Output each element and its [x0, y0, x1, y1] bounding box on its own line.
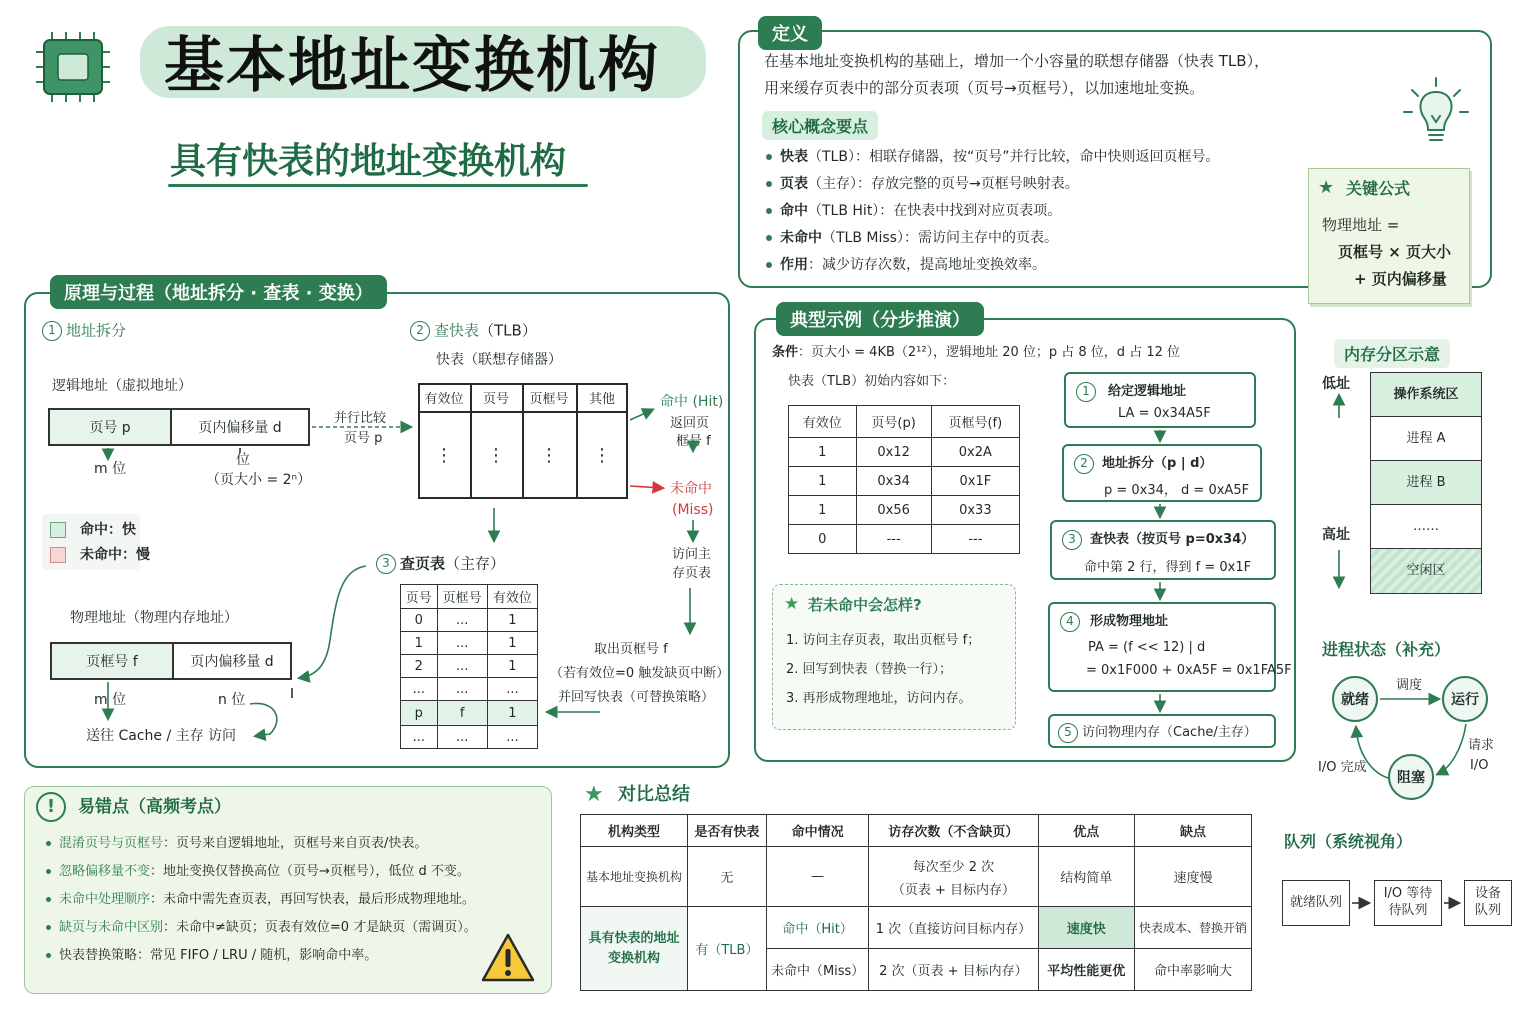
page-size-label: （页大小 = 2ⁿ）: [206, 472, 312, 488]
hit-return-label-2: 框号 f: [676, 434, 711, 449]
compare-cell: 未命中（Miss）: [766, 949, 868, 991]
state-running: 运行: [1442, 676, 1488, 722]
tlb-header-cell: 页号: [482, 392, 509, 407]
tlb-cell: 0x34: [856, 467, 931, 496]
visit-page-table-label-2: 存页表: [672, 566, 712, 581]
tlb-cell: 1: [789, 438, 857, 467]
tlb-header-cell: 页框号(f): [931, 406, 1019, 438]
compare-cell: 命中率影响大: [1134, 949, 1251, 991]
compare-cell: 无: [687, 847, 766, 907]
fetch-frame-writeback: 并回写快表（可替换策略）: [558, 690, 715, 705]
subtitle-underline: [168, 184, 588, 187]
concept-item: 命中（TLB Hit）：在快表中找到对应页表项。: [766, 203, 1061, 220]
concept-item: 作用：减少访存次数，提高地址变换效率。: [766, 257, 1046, 274]
visit-page-table-label: 访问主: [672, 547, 712, 562]
memory-high-label: 高址: [1322, 527, 1350, 543]
page-table-cell: p: [401, 701, 438, 726]
miss-step: 3. 再形成物理地址，访问内存。: [786, 691, 972, 706]
offset-label-2: 页内偏移量 d: [190, 654, 274, 670]
offset-label: 页内偏移量 d: [198, 420, 282, 436]
page-table-cell: 1: [487, 655, 537, 678]
tlb-cell: 1: [789, 496, 857, 525]
m-bits-label: m 位: [94, 461, 127, 477]
definition-header: 定义: [758, 16, 822, 50]
page-table-cell: 1: [401, 632, 438, 655]
page-table-cell: ...: [437, 726, 487, 749]
tlb-ellipsis: ⋮: [487, 444, 505, 466]
memory-block-process-b: 进程 B: [1370, 460, 1482, 506]
compare-cell: 2 次（页表 + 目标内存）: [869, 949, 1038, 991]
memory-block-more: ……: [1370, 504, 1482, 550]
tlb-init-label: 快表（TLB）初始内容如下：: [788, 374, 956, 389]
page-table-cell: 1: [487, 701, 537, 726]
tlb-header-cell: 其他: [588, 392, 615, 407]
tlb-header-cell: 有效位: [789, 406, 857, 438]
state-blocked: 阻塞: [1388, 754, 1434, 800]
compare-cell-line: （页表 + 目标内存）: [891, 882, 1015, 898]
request-label-2: I/O: [1470, 758, 1489, 773]
legend-miss-swatch: [50, 547, 66, 563]
compare-cell-line: 每次至少 2 次: [912, 859, 995, 875]
m-bits-label-2: m 位: [94, 692, 127, 708]
page-table: [400, 584, 538, 749]
send-to-memory-label: 送往 Cache / 主存 访问: [86, 728, 237, 744]
tlb-cell: 1: [789, 467, 857, 496]
compare-cell: 1 次（直接访问目标内存）: [869, 907, 1038, 949]
pitfall-item: 未命中处理顺序：未命中需先查页表，再回写快表，最后形成物理地址。: [46, 892, 475, 908]
definition-line1: 在基本地址变换机构的基础上，增加一个小容量的联想存储器（快表 TLB），: [764, 52, 1270, 70]
lightbulb-icon: [1400, 76, 1472, 152]
tlb-title: 快表（联想存储器）: [436, 352, 562, 368]
state-ready: 就绪: [1332, 676, 1378, 722]
page-number-label: 页号 p: [89, 420, 131, 436]
page-table-cell: 1: [487, 609, 537, 632]
hit-label: 命中 (Hit): [660, 394, 724, 410]
page-table-cell: ...: [401, 678, 438, 701]
page-table-header: 页框号: [437, 585, 487, 609]
request-label: 请求: [1468, 738, 1495, 753]
page-table-cell: ...: [437, 632, 487, 655]
formula-line1: 物理地址 =: [1322, 216, 1400, 234]
tlb-cell: 0x33: [931, 496, 1019, 525]
memory-block-free: 空闲区: [1370, 548, 1482, 594]
compare-cell: 命中（Hit）: [766, 907, 868, 949]
star-icon: ★: [784, 594, 800, 614]
tlb-header-cell: 有效位: [424, 392, 464, 407]
memory-block-process-a: 进程 A: [1370, 416, 1482, 462]
compare-cell: 速度慢: [1134, 847, 1251, 907]
compare-cell-text: 具有快表的地址变换机构: [588, 931, 680, 966]
legend-hit-label: 命中：快: [80, 522, 136, 538]
example-step-1: 1 给定逻辑地址 LA = 0x34A5F: [1064, 372, 1256, 428]
tlb-ellipsis: ⋮: [540, 444, 558, 466]
miss-label: 未命中: [670, 481, 712, 497]
n-bits-label-2: n 位: [218, 692, 246, 708]
frame-number-label: 页框号 f: [86, 654, 138, 670]
compare-cell: 结构简单: [1038, 847, 1134, 907]
queue-header: 队列（系统视角）: [1284, 832, 1413, 851]
definition-line2: 用来缓存页表中的部分页表项（页号→页框号），以加速地址变换。: [764, 79, 1205, 97]
memory-header: 内存分区示意: [1334, 339, 1450, 368]
compare-header: 对比总结: [618, 784, 690, 805]
tlb-cell: ---: [931, 525, 1019, 554]
tlb-cell: 0x2A: [931, 438, 1019, 467]
parallel-compare-label: 并行比较: [334, 411, 387, 426]
page-subtitle: 具有快表的地址变换机构: [170, 141, 567, 182]
pitfall-item: 快表替换策略：常见 FIFO / LRU / 随机，影响命中率。: [46, 948, 377, 964]
miss-header: 若未命中会怎样?: [808, 596, 922, 614]
queue-io-wait-label: I/O 等待 待队列: [1383, 886, 1433, 918]
queue-device-label: 设备 队列: [1474, 886, 1501, 918]
io-done-label: I/O 完成: [1318, 760, 1367, 775]
tlb-cell: 0x12: [856, 438, 931, 467]
page-table-header: 有效位: [487, 585, 537, 609]
compare-cell: 有（TLB）: [687, 907, 766, 991]
miss-step: 1. 访问主存页表，取出页框号 f；: [786, 633, 981, 648]
memory-block-os: 操作系统区: [1370, 372, 1482, 418]
page-table-cell: ...: [487, 678, 537, 701]
concept-item: 页表（主存）：存放完整的页号→页框号映射表。: [766, 176, 1079, 193]
pitfall-item: 忽略偏移量不变：地址变换仅替换高位（页号→页框号），低位 d 不变。: [46, 864, 470, 880]
pitfall-item: 缺页与未命中区别：未命中≠缺页；页表有效位=0 才是缺页（需调页）。: [46, 920, 477, 936]
compare-header-cell: 是否有快表: [687, 815, 766, 847]
miss-step: 2. 回写到快表（替换一行）；: [786, 662, 953, 677]
physical-address-label: 物理地址（物理内存地址）: [70, 610, 238, 626]
tlb-cell: ---: [856, 525, 931, 554]
formula-header: 关键公式: [1346, 179, 1411, 198]
page-table-cell: ...: [437, 678, 487, 701]
compare-cell: 速度快: [1038, 907, 1134, 949]
example-condition: 条件：页大小 = 4KB（2¹²），逻辑地址 20 位；p 占 8 位，d 占 12 位: [772, 345, 1180, 360]
warning-icon: [480, 932, 536, 984]
page-table-cell: ...: [437, 655, 487, 678]
queue-device: [1464, 880, 1512, 926]
compare-header-cell: 访存次数（不含缺页）: [869, 815, 1038, 847]
legend-miss-label: 未命中：慢: [80, 547, 150, 563]
example-step-2: 2 地址拆分（p | d） p = 0x34， d = 0xA5F: [1062, 444, 1262, 502]
page-title: 基本地址变换机构: [164, 31, 660, 101]
page-table-cell: 2: [401, 655, 438, 678]
compare-header-cell: 命中情况: [766, 815, 868, 847]
queue-ready: 就绪队列: [1282, 880, 1350, 926]
compare-cell: 基本地址变换机构: [581, 847, 688, 907]
parallel-compare-label-2: 页号 p: [344, 431, 383, 446]
example-step-3: 3 查快表（按页号 p=0x34） 命中第 2 行，得到 f = 0x1F: [1050, 520, 1276, 580]
tlb-header-cell: 页号(p): [856, 406, 931, 438]
pitfalls-header: 易错点（高频考点）: [78, 797, 231, 817]
step3-label: 3 查页表（主存）: [376, 554, 505, 574]
queue-io-wait: [1374, 880, 1442, 926]
formula-line3: + 页内偏移量: [1354, 270, 1447, 288]
principle-header: 原理与过程（地址拆分 · 查表 · 变换）: [50, 275, 387, 309]
page-table-cell: ...: [401, 726, 438, 749]
page-table-cell: ...: [487, 726, 537, 749]
concept-item: 快表（TLB）：相联存储器，按“页号”并行比较，命中快则返回页框号。: [766, 149, 1219, 166]
compare-cell: —: [766, 847, 868, 907]
concept-item: 未命中（TLB Miss）：需访问主存中的页表。: [766, 230, 1058, 247]
fetch-frame-label: 取出页框号 f: [594, 642, 668, 657]
schedule-label: 调度: [1396, 678, 1423, 693]
process-header: 进程状态（补充）: [1322, 640, 1451, 659]
page-table-cell: 0: [401, 609, 438, 632]
chip-icon: [22, 24, 132, 110]
tlb-cell: 0x1F: [931, 467, 1019, 496]
hit-return-label: 返回页: [670, 416, 710, 431]
tlb-cell: 0x56: [856, 496, 931, 525]
page-table-cell: 1: [487, 632, 537, 655]
page-table-cell: f: [437, 701, 487, 726]
legend-hit-swatch: [50, 522, 66, 538]
page-table-cell: ...: [437, 609, 487, 632]
step2-label: 2 查快表（TLB）: [410, 321, 537, 341]
compare-header-cell: 优点: [1038, 815, 1134, 847]
page-table-header: 页号: [401, 585, 438, 609]
tlb-ellipsis: ⋮: [593, 444, 611, 466]
compare-cell: [581, 907, 688, 991]
star-icon: ★: [1318, 177, 1335, 198]
example-header: 典型示例（分步推演）: [776, 302, 984, 336]
example-tlb-table: [788, 405, 1020, 554]
pitfall-item: 混淆页号与页框号：页号来自逻辑地址，页框号来自页表/快表。: [46, 836, 427, 852]
compare-cell: 平均性能更优: [1038, 949, 1134, 991]
tlb-cell: 0: [789, 525, 857, 554]
tlb-header-cell: 页框号: [529, 392, 569, 407]
compare-header-cell: 机构类型: [581, 815, 688, 847]
formula-line2: 页框号 × 页大小: [1338, 243, 1452, 261]
compare-cell: 快表成本、替换开销: [1134, 907, 1251, 949]
memory-low-label: 低址: [1322, 376, 1350, 392]
step1-label: 1 地址拆分: [42, 321, 126, 341]
compare-cell: [869, 847, 1038, 907]
core-concepts-header: 核心概念要点: [762, 111, 878, 140]
example-step-5: 5 访问物理内存（Cache/主存）: [1048, 714, 1276, 748]
compare-header-cell: 缺点: [1134, 815, 1251, 847]
miss-en-label: (Miss): [672, 502, 714, 518]
compare-table: [580, 814, 1252, 991]
star-icon: ★: [584, 782, 604, 807]
n-bits-label: 位: [236, 452, 250, 468]
exclamation-icon: !: [36, 792, 66, 822]
logical-address-label: 逻辑地址（虚拟地址）: [52, 378, 192, 394]
fetch-frame-note: （若有效位=0 触发缺页中断）: [550, 666, 730, 681]
example-step-4: 4 形成物理地址 PA = (f << 12) | d = 0x1F000 + 0xA5F = 0x1FA5F: [1048, 602, 1276, 692]
tlb-ellipsis: ⋮: [435, 444, 453, 466]
